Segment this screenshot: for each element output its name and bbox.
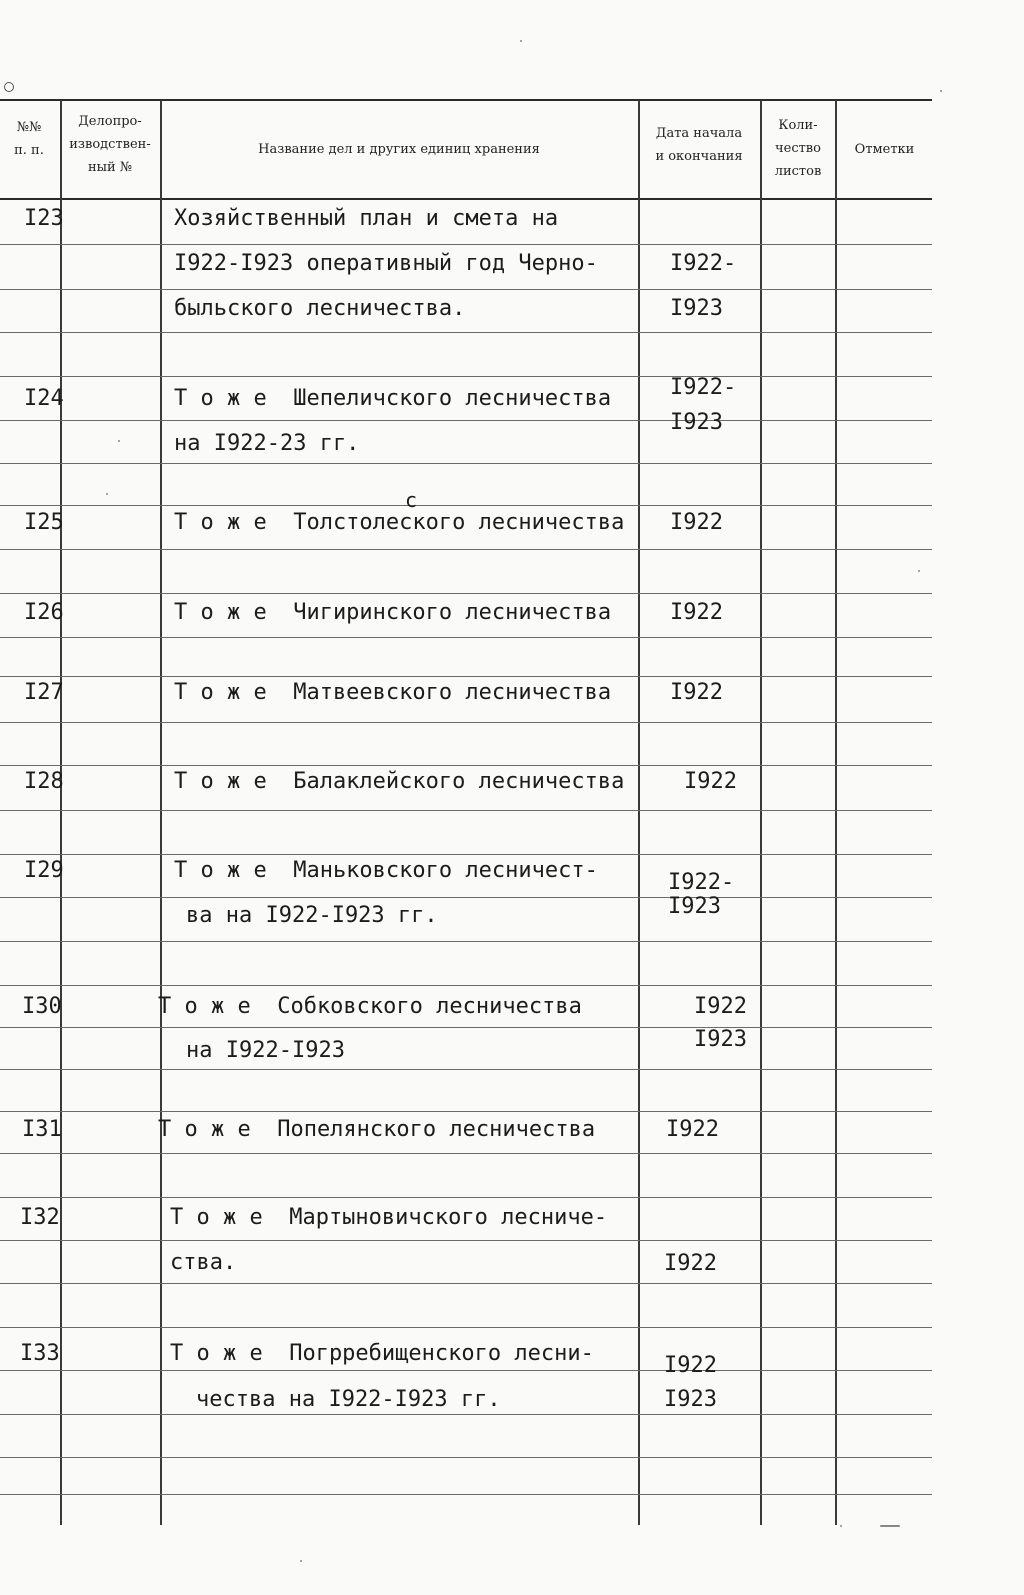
- entry-date: I923: [664, 1387, 717, 1412]
- row-rule: [0, 593, 932, 594]
- entry-number: I25: [24, 510, 64, 535]
- entry-date: I922: [664, 1353, 717, 1378]
- row-rule: [0, 676, 932, 677]
- entry-number: I32: [20, 1205, 60, 1230]
- entry-title-line: Хозяйственный план и смета на: [174, 206, 559, 231]
- entry-date: I923: [670, 410, 723, 435]
- entry-number: I33: [20, 1341, 60, 1366]
- entry-title-line: Т о ж е Собковского лесничества: [158, 994, 582, 1019]
- entry-title-line: Т о ж е Погрребищенского лесни-: [170, 1341, 594, 1366]
- column-divider: [835, 100, 837, 1525]
- header-notes: Отметки: [854, 142, 915, 157]
- row-rule: [0, 1197, 932, 1198]
- row-rule: [0, 854, 932, 855]
- entry-number: I23: [24, 206, 64, 231]
- entry-title-line: Т о ж е Балаклейского лесничества: [174, 769, 625, 794]
- column-divider: [638, 100, 640, 1525]
- entry-date: I922: [684, 769, 737, 794]
- entry-date: I922-: [670, 251, 737, 276]
- row-rule: [0, 420, 932, 421]
- row-rule: [0, 722, 932, 723]
- entry-title-line: на I922-I923: [186, 1038, 345, 1063]
- entry-date: I922: [666, 1117, 719, 1142]
- entry-number: I28: [24, 769, 64, 794]
- scan-speck: [4, 82, 14, 92]
- header-sheets-line: чество: [775, 141, 821, 156]
- entry-date: I923: [694, 1027, 747, 1052]
- column-divider: [160, 100, 162, 1525]
- row-rule: [0, 637, 932, 638]
- header-sheets-line: листов: [774, 164, 822, 179]
- header-number-line: №№: [16, 120, 42, 135]
- row-rule: [0, 1111, 932, 1112]
- row-rule: [0, 1370, 932, 1371]
- entry-date: I923: [668, 894, 721, 919]
- entry-title-line: Т о ж е Попелянского лесничества: [158, 1117, 596, 1142]
- entry-date: I922: [670, 680, 723, 705]
- entry-title-line: ства.: [170, 1250, 237, 1275]
- entry-title-line: Т о ж е Маньковского лесничест-: [174, 858, 598, 883]
- header-sheets: [762, 114, 834, 183]
- row-rule: [0, 1494, 932, 1495]
- header-number-line: п. п.: [14, 143, 44, 158]
- entry-title-line: быльского лесничества.: [174, 296, 466, 321]
- column-divider: [60, 100, 62, 1525]
- row-rule: [0, 376, 932, 377]
- row-rule: [0, 289, 932, 290]
- scan-speck: [940, 90, 942, 92]
- header-number: [0, 116, 58, 162]
- row-rule: [0, 897, 932, 898]
- entry-number: I29: [24, 858, 64, 883]
- scan-speck: [918, 570, 920, 572]
- row-rule: [0, 1457, 932, 1458]
- row-rule: [0, 941, 932, 942]
- row-rule: [0, 244, 932, 245]
- header-office-number: [62, 110, 158, 179]
- scan-speck: [300, 1560, 302, 1562]
- row-rule: [0, 985, 932, 986]
- header-bottom-rule: [0, 198, 932, 200]
- row-rule: [0, 505, 932, 506]
- row-rule: [0, 332, 932, 333]
- entry-title-line: чества на I922-I923 гг.: [196, 1387, 501, 1412]
- header-office-number-line: изводствен-: [69, 137, 151, 152]
- entry-title-line: Т о ж е Мартыновичского лесниче-: [170, 1205, 608, 1230]
- row-rule: [0, 1327, 932, 1328]
- entry-date: I922-: [670, 375, 737, 400]
- scan-speck: [118, 440, 120, 442]
- row-rule: [0, 810, 932, 811]
- row-rule: [0, 1414, 932, 1415]
- row-rule: [0, 765, 932, 766]
- header-office-number-line: Делопро-: [78, 114, 142, 129]
- entry-title-line: Т о ж е Шепеличского лесничества: [174, 386, 612, 411]
- entry-number: I31: [22, 1117, 62, 1142]
- row-rule: [0, 463, 932, 464]
- table-top-rule: [0, 99, 932, 101]
- header-dates-line: и окончания: [655, 149, 743, 164]
- row-rule: [0, 1240, 932, 1241]
- entry-date: I922: [694, 994, 747, 1019]
- entry-number: I27: [24, 680, 64, 705]
- column-divider: [760, 100, 762, 1525]
- entry-correction-mark: с: [405, 488, 418, 512]
- entry-title-line: Т о ж е Толстолеского лесничества: [174, 510, 625, 535]
- entry-title-line: на I922-23 гг.: [174, 431, 360, 456]
- header-title: Название дел и других единиц хранения: [258, 142, 540, 157]
- header-office-number-line: ный №: [87, 160, 133, 175]
- entry-date: I922: [670, 510, 723, 535]
- entry-title-line: ва на I922-I923 гг.: [186, 903, 438, 928]
- scan-speck: [106, 493, 108, 495]
- header-dates: [640, 122, 758, 168]
- entry-date: I922-: [668, 870, 735, 895]
- header-dates-line: Дата начала: [655, 126, 743, 141]
- entry-number: I24: [24, 386, 64, 411]
- row-rule: [0, 1027, 932, 1028]
- entry-title-line: Т о ж е Чигиринского лесничества: [174, 600, 612, 625]
- entry-date: I922: [670, 600, 723, 625]
- entry-date: I923: [670, 296, 723, 321]
- scan-speck: [520, 40, 522, 42]
- row-rule: [0, 549, 932, 550]
- row-rule: [0, 1069, 932, 1070]
- entry-title-line: I922-I923 оперативный год Черно-: [174, 251, 598, 276]
- header-sheets-line: Коли-: [778, 118, 818, 133]
- scan-speck: [840, 1525, 842, 1527]
- entry-title-line: Т о ж е Матвеевского лесничества: [174, 680, 612, 705]
- row-rule: [0, 1283, 932, 1284]
- entry-number: I30: [22, 994, 62, 1019]
- entry-date: I922: [664, 1251, 717, 1276]
- row-rule: [0, 1153, 932, 1154]
- scan-speck: [880, 1525, 900, 1527]
- entry-number: I26: [24, 600, 64, 625]
